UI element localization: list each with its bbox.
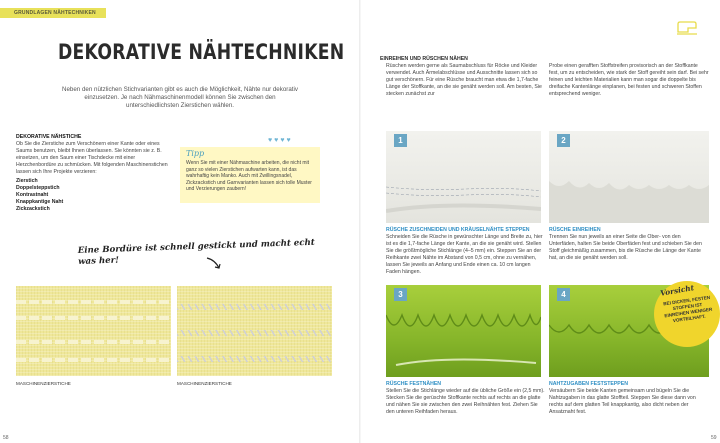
- intro-column-1: Rüschen werden gerne als Saumabschluss für Röcke und Kleider verwendet. Auch Ärmelabschlüsse und Ausschnitte lassen sich so gut verschönern. Für eine Rüsche braucht man etwa die 1,7-fache Länge der Stoffkante, an die sie genäht werden soll. Am besten, Sie stecken zunächst zur: [386, 63, 542, 97]
- page-title: DEKORATIVE NÄHTECHNIKEN: [58, 40, 345, 64]
- step-badge: 4: [557, 288, 570, 301]
- section-body: Ob Sie die Zierstiche zum Verschönern einer Kante oder eines Saums benutzen, bleibt Ihnen überlassen. Sie könnten sie z. B. einsetzen, um den Saum einer Tischdecke mit einer Herzchenbordüre zu schmücken. Mit folgenden Maschinenstichen lassen sich Ihre Projekte verzieren:: [16, 141, 168, 175]
- section-heading: EINREIHEN UND RÜSCHEN NÄHEN: [380, 56, 468, 62]
- fabric-photo-2: [177, 286, 332, 376]
- page-number: 58: [3, 435, 9, 441]
- stitch-list: [16, 178, 63, 213]
- hearts-decoration: ♥♥♥♥: [268, 137, 293, 144]
- step-text: Versäubern Sie beide Kanten gemeinsam und bügeln Sie die Nahtzugaben in das glatte Stoffteil. Steppen Sie diese dann von rechts auf dem glatten Teil knappkantig, also dicht neben der Ansatznaht fest.: [549, 388, 696, 415]
- sewing-machine-icon: [676, 20, 698, 36]
- step-badge: 1: [394, 134, 407, 147]
- step-text: Trennen Sie nun jeweils an einer Seite die Ober- von den Unterfäden, halten Sie beide Oberfäden fest und schieben Sie den Stoff gleichmäßig zusammen, bis die Rüsche die Länge der Kante hat, an die sie genäht werden soll.: [549, 234, 702, 261]
- step-heading: RÜSCHE EINREIHEN: [549, 227, 601, 233]
- photo-caption: MASCHINENZIERSTICHE: [177, 381, 232, 386]
- chapter-tag: GRUNDLAGEN NÄHTECHNIKEN: [0, 8, 106, 18]
- step-photo-3: [386, 285, 541, 377]
- fabric-photo-1: [16, 286, 171, 376]
- stitch-item: Zierstich: [16, 178, 38, 184]
- step-text: Schneiden Sie die Rüsche in gewünschter Länge und Breite zu, hier ist es die 1,7-fache Länge der Kante, an die sie genäht wird. Stellen Sie die größtmögliche Stichlänge (4–5 mm) ein. Steppen Sie an der Reihkante zwei Nähte im Abstand von 0,5 cm, ohne zu vernähen, lassen Sie jeweils an Anfang und Ende einen ca. 10 cm langen Faden hängen.: [386, 234, 543, 275]
- caution-title: Vorsicht: [659, 283, 695, 298]
- step-photo-2: [549, 131, 709, 223]
- photo-caption: MASCHINENZIERSTICHE: [16, 381, 71, 386]
- intro-column-2: Probe einen gerafften Stoffstreifen provisorisch an der Stoffkante fest, um zu entscheiden, wie stark der Stoff gereiht sein darf. Bei sehr feinen und leichten Materialien kann man sogar die doppelte bis dreifache Kantenlänge einplanen, bei festen und schweren Stoffen entsprechend weniger.: [549, 63, 709, 97]
- step-heading: RÜSCHE FESTNÄHEN: [386, 381, 442, 387]
- tip-title: Tipp: [186, 149, 205, 158]
- step-heading: RÜSCHE ZUSCHNEIDEN UND KRÄUSELNÄHTE STEPPEN: [386, 227, 530, 233]
- gutter: [359, 0, 361, 443]
- stitch-item: Kontrastnaht: [16, 191, 49, 198]
- stitch-item: Zickzackstich: [16, 205, 50, 212]
- step-text: Stellen Sie die Stichlänge wieder auf die übliche Größe ein (2,5 mm). Stecken Sie die gerüschte Stoffkante rechts auf rechts an die glatte und nähen Sie sie zwischen den zwei Reihnähten fest. Ziehen Sie den unteren Reihfaden heraus.: [386, 388, 545, 415]
- section-heading: DEKORATIVE NÄHSTICHE: [16, 134, 82, 140]
- caution-text: BEI DICKEN, FESTEN STOFFEN IST EINREIHEN WENIGER VORTEILHAFT.: [662, 294, 713, 324]
- step-heading: NAHTZUGABEN FESTSTEPPEN: [549, 381, 628, 387]
- handwritten-note: Eine Bordüre ist schnell gestickt und macht echt was her!: [77, 237, 315, 267]
- stitch-item: Doppelsteppstich: [16, 184, 60, 191]
- tip-text: Wenn Sie mit einer Nähmaschine arbeiten, die nicht mit ganz so vielen Zierstichen aufwarten kann, ist das wahrhaftig kein Manko. Auch mit Zwillingsnadel, Zickzackstich und Garnvarianten lassen sich tolle Muster und Verzierungen zaubern!: [186, 160, 312, 193]
- intro-text: Neben den nützlichen Stichvarianten gibt es auch die Möglichkeit, Nähte nur dekorativ einzusetzen. Je nach Nähmaschinenmodell können Sie zwischen den unterschiedlichsten Zierstichen wählen.: [62, 86, 298, 109]
- arrow-icon: [205, 256, 225, 270]
- step-photo-1: [386, 131, 541, 223]
- page-number: 59: [711, 435, 717, 441]
- stitch-item: Knappkantige Naht: [16, 198, 64, 205]
- step-badge: 2: [557, 134, 570, 147]
- step-badge: 3: [394, 288, 407, 301]
